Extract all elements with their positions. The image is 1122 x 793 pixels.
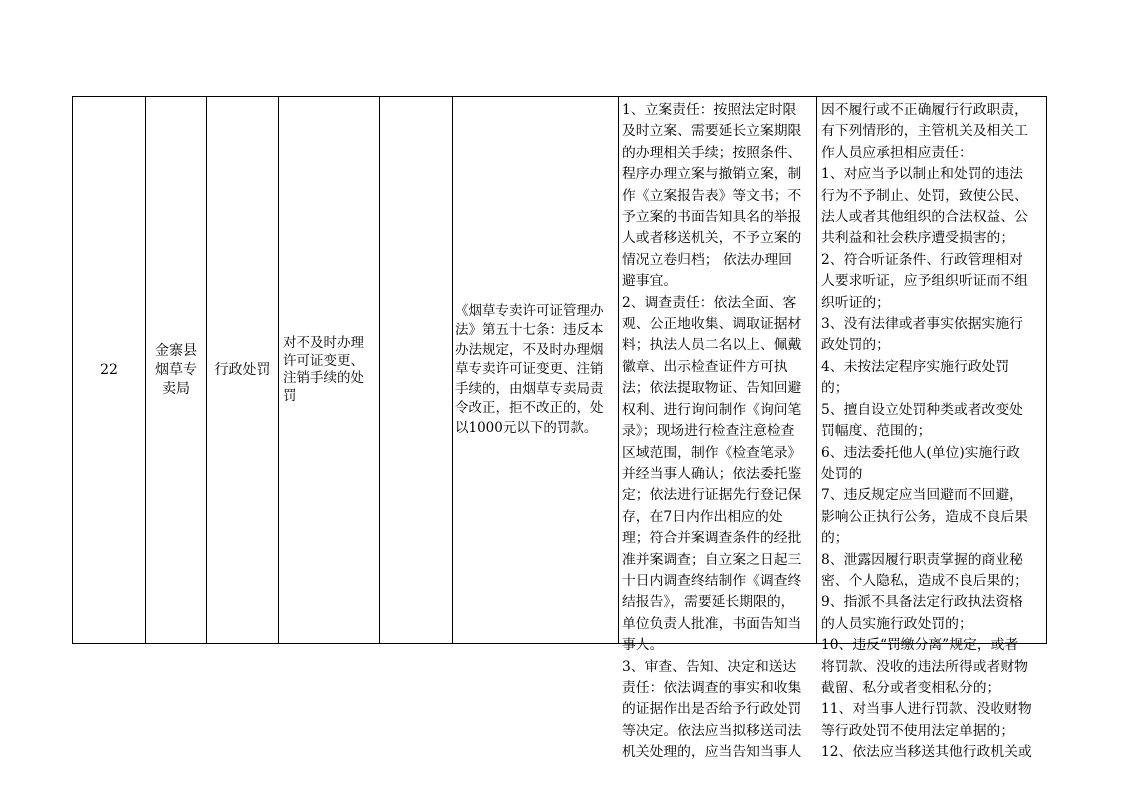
cell-item-name xyxy=(279,97,380,643)
legal-basis: 《烟草专卖许可证管理办 法》第五十七条：违反本 办法规定，不及时办理烟 草专卖许可证变更、注销 手续的，由烟草专卖局责 令改正，拒不改正的，处 以1000元以下的罚款。 xyxy=(455,302,604,436)
cell-responsibility xyxy=(619,97,817,761)
responsibility-table xyxy=(72,96,1047,761)
responsibility-text: 1、立案责任：按照法定时限 及时立案、需要延长立案期限 的办理相关手续；按照条件、 程序办理立案与撤销立案，制 作《立案报告表》等文书；不 予立案的书面告知具名的举报 人或者移送机关，不予立案的 情况立卷归档； 依法办理回 避事宜。 2、调查责任：依法全面、客 观、公正地收集、调取证据材 料；执法人员二名以上、佩戴 徽章、出示检查证件方可执 法；依法提取物证、告知回避 权利、进行询问制作《询问笔 录》；现场进行检查注意检查 区域范围，制作《检查笔录》 并经当事人确认；依法委托鉴 定；依法进行证据先行登记保 存，在7日内作出相应的处 理；符合并案调查条件的经批 准并案调查；自立案之日起三 十日内调查终结制作《调查终 结报告》，需要延长期限的， 单位负责人批准，书面告知当 事人。 3、审查、告知、决定和送达 责任：依法调查的事实和收集 的证据作出是否给予行政处罚 等决定。依法应当拟移送司法 机关处理的，应当告知当事人 xyxy=(622,102,802,761)
department-name: 金寨县 烟草专 卖局 xyxy=(155,342,197,397)
row-number: 22 xyxy=(100,361,118,378)
cell-category xyxy=(207,97,279,643)
item-name: 对不及时办理 许可证变更、 注销手续的处 罚 xyxy=(283,335,364,404)
cell-sub-item xyxy=(380,97,453,643)
cell-department xyxy=(146,97,207,643)
power-category: 行政处罚 xyxy=(214,361,271,378)
cell-accountability xyxy=(817,97,1046,761)
cell-basis xyxy=(453,97,619,643)
cell-number xyxy=(73,97,146,643)
accountability-text: 因不履行或不正确履行行政职责， 有下列情形的，主管机关及相关工 作人员应承担相应责任： 1、对应当予以制止和处罚的违法 行为不予制止、处罚，致使公民、 法人或者其他组织的合法权益、公 共利益和社会秩序遭受损害的； 2、符合听证条件、行政管理相对 人要求听证，应予组织听证而不组 织听证的； 3、没有法律或者事实依据实施行 政处罚的； 4、未按法定程序实施行政处罚 的； 5、擅自设立处罚种类或者改变处 罚幅度、范围的； 6、违法委托他人(单位)实施行政 处罚的 7、违反规定应当回避而不回避， 影响公正执行公务，造成不良后果 的； 8、泄露因履行职责掌握的商业秘 密、个人隐私，造成不良后果的； 9、指派不具备法定行政执法资格 的人员实施行政处罚的； 10、违反“罚缴分离”规定，或者 将罚款、没收的违法所得或者财物 截留、私分或者变相私分的； 11、对当事人进行罚款、没收财物 等行政处罚不使用法定单据的； 12、依法应当移送其他行政机关或 xyxy=(821,102,1032,761)
